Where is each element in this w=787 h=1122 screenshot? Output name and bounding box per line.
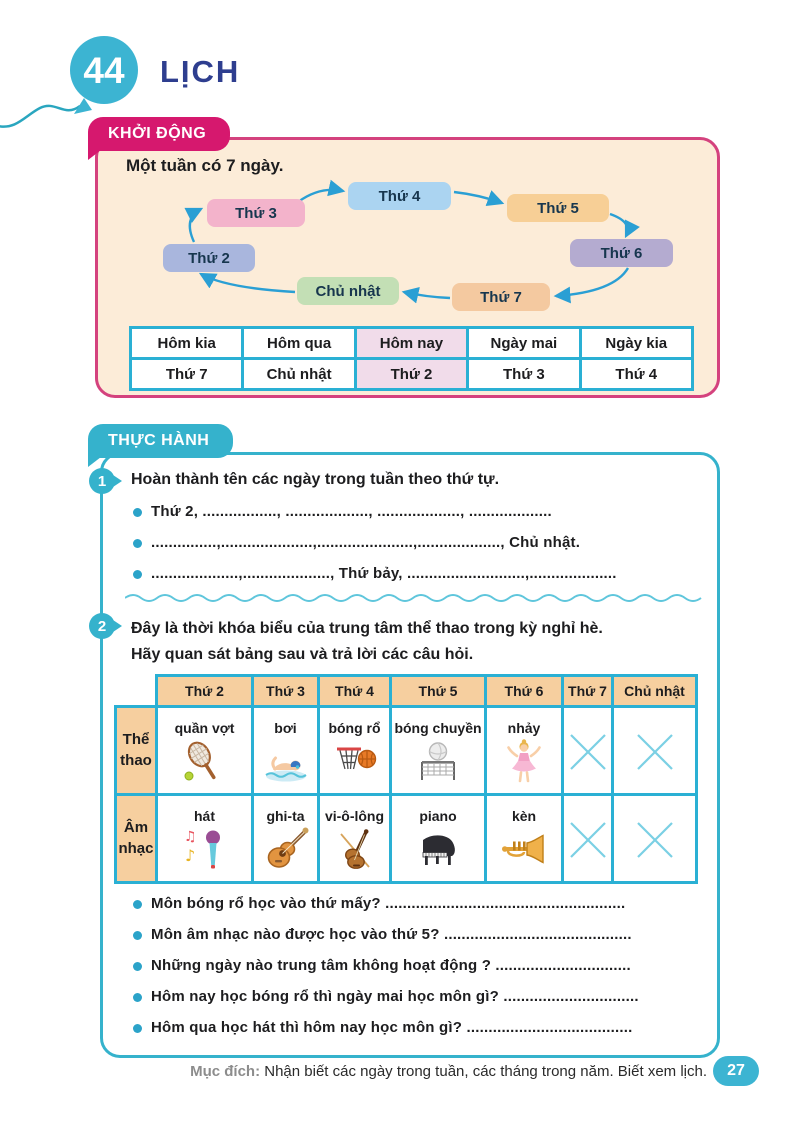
fill-in-text: Thứ 2, ................., ..................., ..................., ................... bbox=[151, 503, 552, 520]
table-row bbox=[116, 675, 697, 706]
balloon-string bbox=[0, 106, 80, 127]
exercise-1-title: Hoàn thành tên các ngày trong tuần theo thứ tự. bbox=[131, 471, 500, 488]
timetable-day-header: Thứ 3 bbox=[253, 675, 319, 706]
page-number-badge: 27 bbox=[713, 1056, 759, 1086]
bullet-dot-icon bbox=[133, 931, 142, 940]
fill-in-line bbox=[131, 534, 697, 551]
bullet-dot-icon bbox=[133, 508, 142, 517]
swim-icon bbox=[254, 737, 317, 785]
arrow-t3-t4 bbox=[298, 190, 343, 202]
activity-cell bbox=[391, 794, 486, 882]
table-row bbox=[131, 328, 693, 359]
arrow-cn-t2 bbox=[201, 274, 295, 292]
activity-name: quần vợt bbox=[174, 719, 235, 736]
bullet-dot-icon bbox=[133, 570, 142, 579]
timetable-day-header: Thứ 5 bbox=[391, 675, 486, 706]
activity-name: vi-ô-lông bbox=[324, 807, 385, 824]
closed-day-cell bbox=[613, 794, 697, 882]
rel-day-value: Chủ nhật bbox=[243, 359, 355, 390]
activity-name: bơi bbox=[274, 719, 297, 736]
footer-purpose-label: Mục đích: bbox=[190, 1063, 261, 1080]
cycle-day-thu3: Thứ 3 bbox=[207, 199, 305, 227]
question-text: Hôm qua học hát thì hôm nay học môn gì? ...................................... bbox=[151, 1018, 633, 1036]
activity-cell bbox=[253, 706, 319, 794]
cycle-day-thu4: Thứ 4 bbox=[348, 182, 451, 210]
activity-cell bbox=[319, 706, 391, 794]
fill-in-text: ...............,.....................,......................,..................., Chủ nhật. bbox=[151, 534, 581, 551]
footer-purpose-text: Nhận biết các ngày trong tuần, các tháng trong năm. Biết xem lịch. bbox=[260, 1063, 707, 1080]
timetable-day-header: Thứ 6 bbox=[486, 675, 563, 706]
bullet-dot-icon bbox=[133, 993, 142, 1002]
svg-text:♪: ♪ bbox=[184, 845, 195, 865]
arrow-t4-t5 bbox=[454, 192, 502, 203]
piano-icon bbox=[392, 825, 484, 873]
question-list bbox=[131, 895, 697, 1036]
sports-center-timetable bbox=[114, 674, 698, 884]
exercise-2-title-line1: Đây là thời khóa biểu của trung tâm thể thao trong kỳ nghỉ hè. bbox=[131, 620, 603, 637]
timetable-day-header: Thứ 7 bbox=[563, 675, 613, 706]
cycle-day-thu7: Thứ 7 bbox=[452, 283, 550, 311]
trumpet-icon bbox=[487, 825, 561, 873]
activity-cell bbox=[319, 794, 391, 882]
activity-name: bóng chuyền bbox=[394, 719, 482, 736]
exercise-2-title-line2: Hãy quan sát bảng sau và trả lời các câu hỏi. bbox=[131, 645, 474, 663]
fill-in-text: ....................,...................., Thứ bảy, ...........................,.................... bbox=[151, 565, 617, 582]
question-text: Những ngày nào trung tâm không hoạt động ? ............................... bbox=[151, 956, 631, 974]
page-title: LỊCH bbox=[160, 54, 241, 89]
rel-day-header: Hôm qua bbox=[243, 328, 355, 359]
fill-in-line bbox=[131, 503, 697, 520]
wavy-divider bbox=[125, 591, 705, 604]
rel-day-header: Hôm kia bbox=[131, 328, 243, 359]
exercise-2-number-badge: 2 bbox=[89, 613, 115, 639]
violin-icon bbox=[320, 825, 389, 873]
closed-day-cell bbox=[563, 794, 613, 882]
svg-text:♫: ♫ bbox=[183, 828, 197, 845]
exercise-2 bbox=[97, 616, 697, 1036]
warmup-intro-text: Một tuần có 7 ngày. bbox=[126, 156, 284, 175]
warmup-panel bbox=[95, 137, 720, 398]
row-label-music: Âm nhạc bbox=[116, 794, 157, 882]
timetable-day-header: Chủ nhật bbox=[613, 675, 697, 706]
activity-name: nhảy bbox=[507, 719, 541, 736]
rel-day-value: Thứ 4 bbox=[580, 359, 692, 390]
question-text: Hôm nay học bóng rổ thì ngày mai học môn gì? ............................... bbox=[151, 987, 639, 1005]
rel-day-value: Thứ 3 bbox=[468, 359, 580, 390]
footer-purpose bbox=[0, 1063, 707, 1080]
warmup-section-badge: KHỞI ĐỘNG bbox=[88, 117, 230, 151]
rel-day-value-today: Thứ 2 bbox=[355, 359, 467, 390]
volleyball-icon bbox=[392, 737, 484, 785]
question-line bbox=[131, 895, 697, 912]
activity-cell bbox=[157, 706, 253, 794]
timetable-corner-cell bbox=[116, 675, 157, 706]
question-text: Môn âm nhạc nào được học vào thứ 5? ........................................... bbox=[151, 925, 632, 943]
timetable-day-header: Thứ 4 bbox=[319, 675, 391, 706]
guitar-icon bbox=[254, 825, 317, 873]
closed-x-icon bbox=[614, 730, 695, 774]
activity-cell bbox=[157, 794, 253, 882]
table-row-sports bbox=[116, 706, 697, 794]
closed-x-icon bbox=[614, 818, 695, 862]
rel-day-value: Thứ 7 bbox=[131, 359, 243, 390]
activity-name: hát bbox=[194, 807, 215, 824]
cycle-day-thu2: Thứ 2 bbox=[163, 244, 255, 272]
practice-section-badge: THỰC HÀNH bbox=[88, 424, 233, 458]
tennis-icon bbox=[158, 737, 251, 785]
table-row bbox=[131, 359, 693, 390]
rel-day-header-today: Hôm nay bbox=[355, 328, 467, 359]
week-cycle-diagram bbox=[98, 178, 717, 318]
arrow-t2-t3 bbox=[190, 209, 201, 242]
question-line bbox=[131, 926, 697, 943]
table-row-music bbox=[116, 794, 697, 882]
arrow-t5-t6 bbox=[610, 214, 628, 236]
cycle-day-thu6: Thứ 6 bbox=[570, 239, 673, 267]
question-text: Môn bóng rổ học vào thứ mấy? ....................................................... bbox=[151, 894, 626, 912]
rel-day-header: Ngày mai bbox=[468, 328, 580, 359]
sing-icon bbox=[158, 825, 251, 873]
bullet-dot-icon bbox=[133, 1024, 142, 1033]
closed-day-cell bbox=[563, 706, 613, 794]
closed-x-icon bbox=[564, 730, 611, 774]
rel-day-header: Ngày kia bbox=[580, 328, 692, 359]
lesson-number: 44 bbox=[83, 50, 125, 91]
closed-x-icon bbox=[564, 818, 611, 862]
activity-name: bóng rổ bbox=[328, 719, 381, 736]
timetable-day-header: Thứ 2 bbox=[157, 675, 253, 706]
activity-cell bbox=[253, 794, 319, 882]
exercise-1-number-badge: 1 bbox=[89, 468, 115, 494]
arrow-t6-t7 bbox=[556, 268, 628, 296]
question-line bbox=[131, 988, 697, 1005]
activity-cell bbox=[391, 706, 486, 794]
activity-cell bbox=[486, 794, 563, 882]
cycle-day-chunhat: Chủ nhật bbox=[297, 277, 399, 305]
closed-day-cell bbox=[613, 706, 697, 794]
question-line bbox=[131, 957, 697, 974]
bullet-dot-icon bbox=[133, 900, 142, 909]
dance-icon bbox=[487, 737, 561, 785]
activity-cell bbox=[486, 706, 563, 794]
fill-in-line bbox=[131, 565, 697, 582]
activity-name: ghi-ta bbox=[266, 807, 305, 824]
exercise-1 bbox=[97, 471, 697, 582]
row-label-sports: Thể thao bbox=[116, 706, 157, 794]
basketball-icon bbox=[320, 737, 389, 785]
activity-name: kèn bbox=[511, 807, 537, 824]
relative-days-table bbox=[129, 326, 694, 391]
practice-panel bbox=[97, 452, 720, 1058]
question-line bbox=[131, 1019, 697, 1036]
cycle-day-thu5: Thứ 5 bbox=[507, 194, 609, 222]
activity-name: piano bbox=[419, 807, 457, 824]
bullet-dot-icon bbox=[133, 962, 142, 971]
arrow-t7-cn bbox=[404, 292, 450, 298]
bullet-dot-icon bbox=[133, 539, 142, 548]
